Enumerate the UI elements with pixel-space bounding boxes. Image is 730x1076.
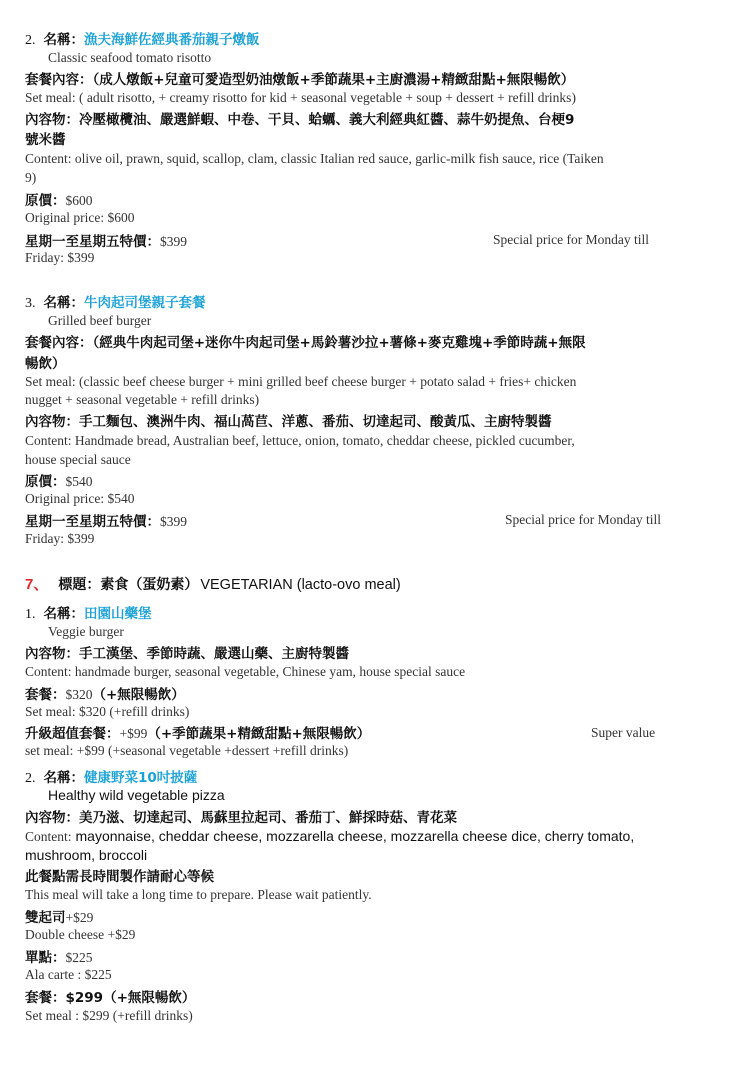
set-meal-en: Set meal: $320 (+refill drinks) xyxy=(25,704,190,719)
menu-item-heading xyxy=(25,602,152,623)
item-name-en: Healthy wild vegetable pizza xyxy=(48,787,225,803)
set-meal-label: 套餐： xyxy=(25,687,66,703)
upgrade-suffix: （+季節蔬果+精緻甜點+無限暢飲） xyxy=(147,726,371,742)
set-meal-en: Set meal : $299 (+refill drinks) xyxy=(25,1008,193,1023)
original-price-en: Original price: $600 xyxy=(25,210,135,225)
set-meal-price: $320 xyxy=(65,687,93,702)
menu-item-heading xyxy=(25,291,206,312)
special-price-en: Special price for Monday till xyxy=(505,512,661,527)
upgrade-set-en: set meal: +$99 (+seasonal vegetable +dessert +refill drinks) xyxy=(25,743,349,758)
category-number: 7、 xyxy=(25,576,49,593)
set-meal-en: Set meal: ( adult risotto, + creamy risotto for kid + seasonal vegetable + soup + dessert + refill drinks) xyxy=(25,90,576,105)
original-price-zh xyxy=(25,470,93,491)
content-en xyxy=(25,828,634,846)
set-meal-en-cont: nugget + seasonal vegetable + refill drinks) xyxy=(25,392,260,407)
category-heading xyxy=(25,573,401,594)
upgrade-set-zh xyxy=(25,722,370,743)
content-zh: 內容物：美乃滋、切達起司、馬蘇里拉起司、番茄丁、鮮採時菇、青花菜 xyxy=(25,810,457,826)
set-meal-zh: 套餐內容：（成人燉飯+兒童可愛造型奶油燉飯+季節蔬果+主廚濃湯+精緻甜點+無限暢飲） xyxy=(25,72,575,88)
menu-item-heading xyxy=(25,28,260,49)
alacarte-label: 單點： xyxy=(25,950,66,966)
notice-zh: 此餐點需長時間製作請耐心等候 xyxy=(25,869,214,885)
name-label: 名稱： xyxy=(43,606,84,622)
content-zh: 內容物：手工麵包、澳洲牛肉、福山萵苣、洋蔥、番茄、切達起司、酸黃瓜、主廚特製醬 xyxy=(25,414,552,430)
special-price-en: Special price for Monday till xyxy=(493,232,649,247)
item-name-zh: 田園山藥堡 xyxy=(84,606,152,622)
item-name-zh: 漁夫海鮮佐經典番茄親子燉飯 xyxy=(84,32,260,48)
category-title-zh: 標題：素食（蛋奶素） xyxy=(58,577,199,593)
content-en: Content: Handmade bread, Australian beef, lettuce, onion, tomato, cheddar cheese, pickled cucumber, xyxy=(25,433,575,448)
name-label: 名稱： xyxy=(43,770,84,786)
content-en-prefix: Content: xyxy=(25,829,72,844)
category-title-en: VEGETARIAN (lacto-ovo meal) xyxy=(200,577,401,593)
special-price-zh xyxy=(25,510,187,531)
upgrade-label: 升級超值套餐： xyxy=(25,726,120,742)
special-price-zh xyxy=(25,230,187,251)
special-price-en-cont: Friday: $399 xyxy=(25,531,95,546)
double-cheese-zh xyxy=(25,906,93,927)
item-number: 2. xyxy=(25,33,36,48)
original-price-label: 原價： xyxy=(25,474,66,490)
item-name-zh: 牛肉起司堡親子套餐 xyxy=(84,295,206,311)
alacarte-zh xyxy=(25,946,93,967)
content-zh: 內容物：手工漢堡、季節時蔬、嚴選山藥、主廚特製醬 xyxy=(25,646,349,662)
upgrade-en-right: Super value xyxy=(591,725,656,740)
item-number: 1. xyxy=(25,607,36,622)
special-price-value: $399 xyxy=(160,514,187,529)
notice-en: This meal will take a long time to prepare. Please wait patiently. xyxy=(25,887,372,902)
item-name-zh: 健康野菜10吋披薩 xyxy=(84,770,198,786)
alacarte-price: $225 xyxy=(65,950,93,965)
set-meal-zh xyxy=(25,683,185,704)
original-price-en: Original price: $540 xyxy=(25,491,135,506)
item-name-en: Grilled beef burger xyxy=(48,313,152,328)
double-cheese-en: Double cheese +$29 xyxy=(25,927,136,942)
special-price-en-cont: Friday: $399 xyxy=(25,250,95,265)
content-zh: 內容物：冷壓橄欖油、嚴選鮮蝦、中卷、干貝、蛤蠣、義大利經典紅醬、蒜牛奶提魚、台梗9 xyxy=(25,112,575,128)
set-meal-zh-cont: 暢飲） xyxy=(25,356,66,372)
special-price-value: $399 xyxy=(160,234,187,249)
item-number: 3. xyxy=(25,296,36,311)
name-label: 名稱： xyxy=(43,295,84,311)
alacarte-en: Ala carte : $225 xyxy=(25,967,112,982)
set-meal-zh: 套餐：$299（+無限暢飲） xyxy=(25,990,196,1006)
original-price-value: $540 xyxy=(65,474,93,489)
upgrade-price: +$99 xyxy=(119,726,148,741)
set-meal-suffix: （+無限暢飲） xyxy=(92,687,185,703)
content-en-cont: house special sauce xyxy=(25,452,131,467)
set-meal-zh: 套餐內容：（經典牛肉起司堡+迷你牛肉起司堡+馬鈴薯沙拉+薯條+麥克雞塊+季節時蔬+無限 xyxy=(25,335,586,351)
original-price-zh xyxy=(25,189,93,210)
menu-item-heading xyxy=(25,766,197,787)
item-name-en: Classic seafood tomato risotto xyxy=(48,50,212,65)
content-en-cont: 9) xyxy=(25,170,37,185)
double-cheese-price: +$29 xyxy=(65,910,94,925)
item-name-en: Veggie burger xyxy=(48,624,124,639)
content-zh-cont: 號米醬 xyxy=(25,132,66,148)
item-number: 2. xyxy=(25,771,36,786)
original-price-value: $600 xyxy=(65,193,93,208)
set-meal-en: Set meal: (classic beef cheese burger + mini grilled beef cheese burger + potato salad + fries+ chicken xyxy=(25,374,577,389)
original-price-label: 原價： xyxy=(25,193,66,209)
double-cheese-label: 雙起司 xyxy=(25,910,66,926)
content-en-text: mayonnaise, cheddar cheese, mozzarella cheese, mozzarella cheese dice, cherry tomato, xyxy=(75,828,635,844)
name-label: 名稱： xyxy=(43,32,84,48)
content-en: Content: olive oil, prawn, squid, scallop, clam, classic Italian red sauce, garlic-milk fish sauce, rice (Taiken xyxy=(25,151,604,166)
content-en: Content: handmade burger, seasonal vegetable, Chinese yam, house special sauce xyxy=(25,664,466,679)
content-en-cont: mushroom, broccoli xyxy=(25,847,148,863)
special-price-label: 星期一至星期五特價： xyxy=(25,234,160,250)
special-price-label: 星期一至星期五特價： xyxy=(25,514,160,530)
